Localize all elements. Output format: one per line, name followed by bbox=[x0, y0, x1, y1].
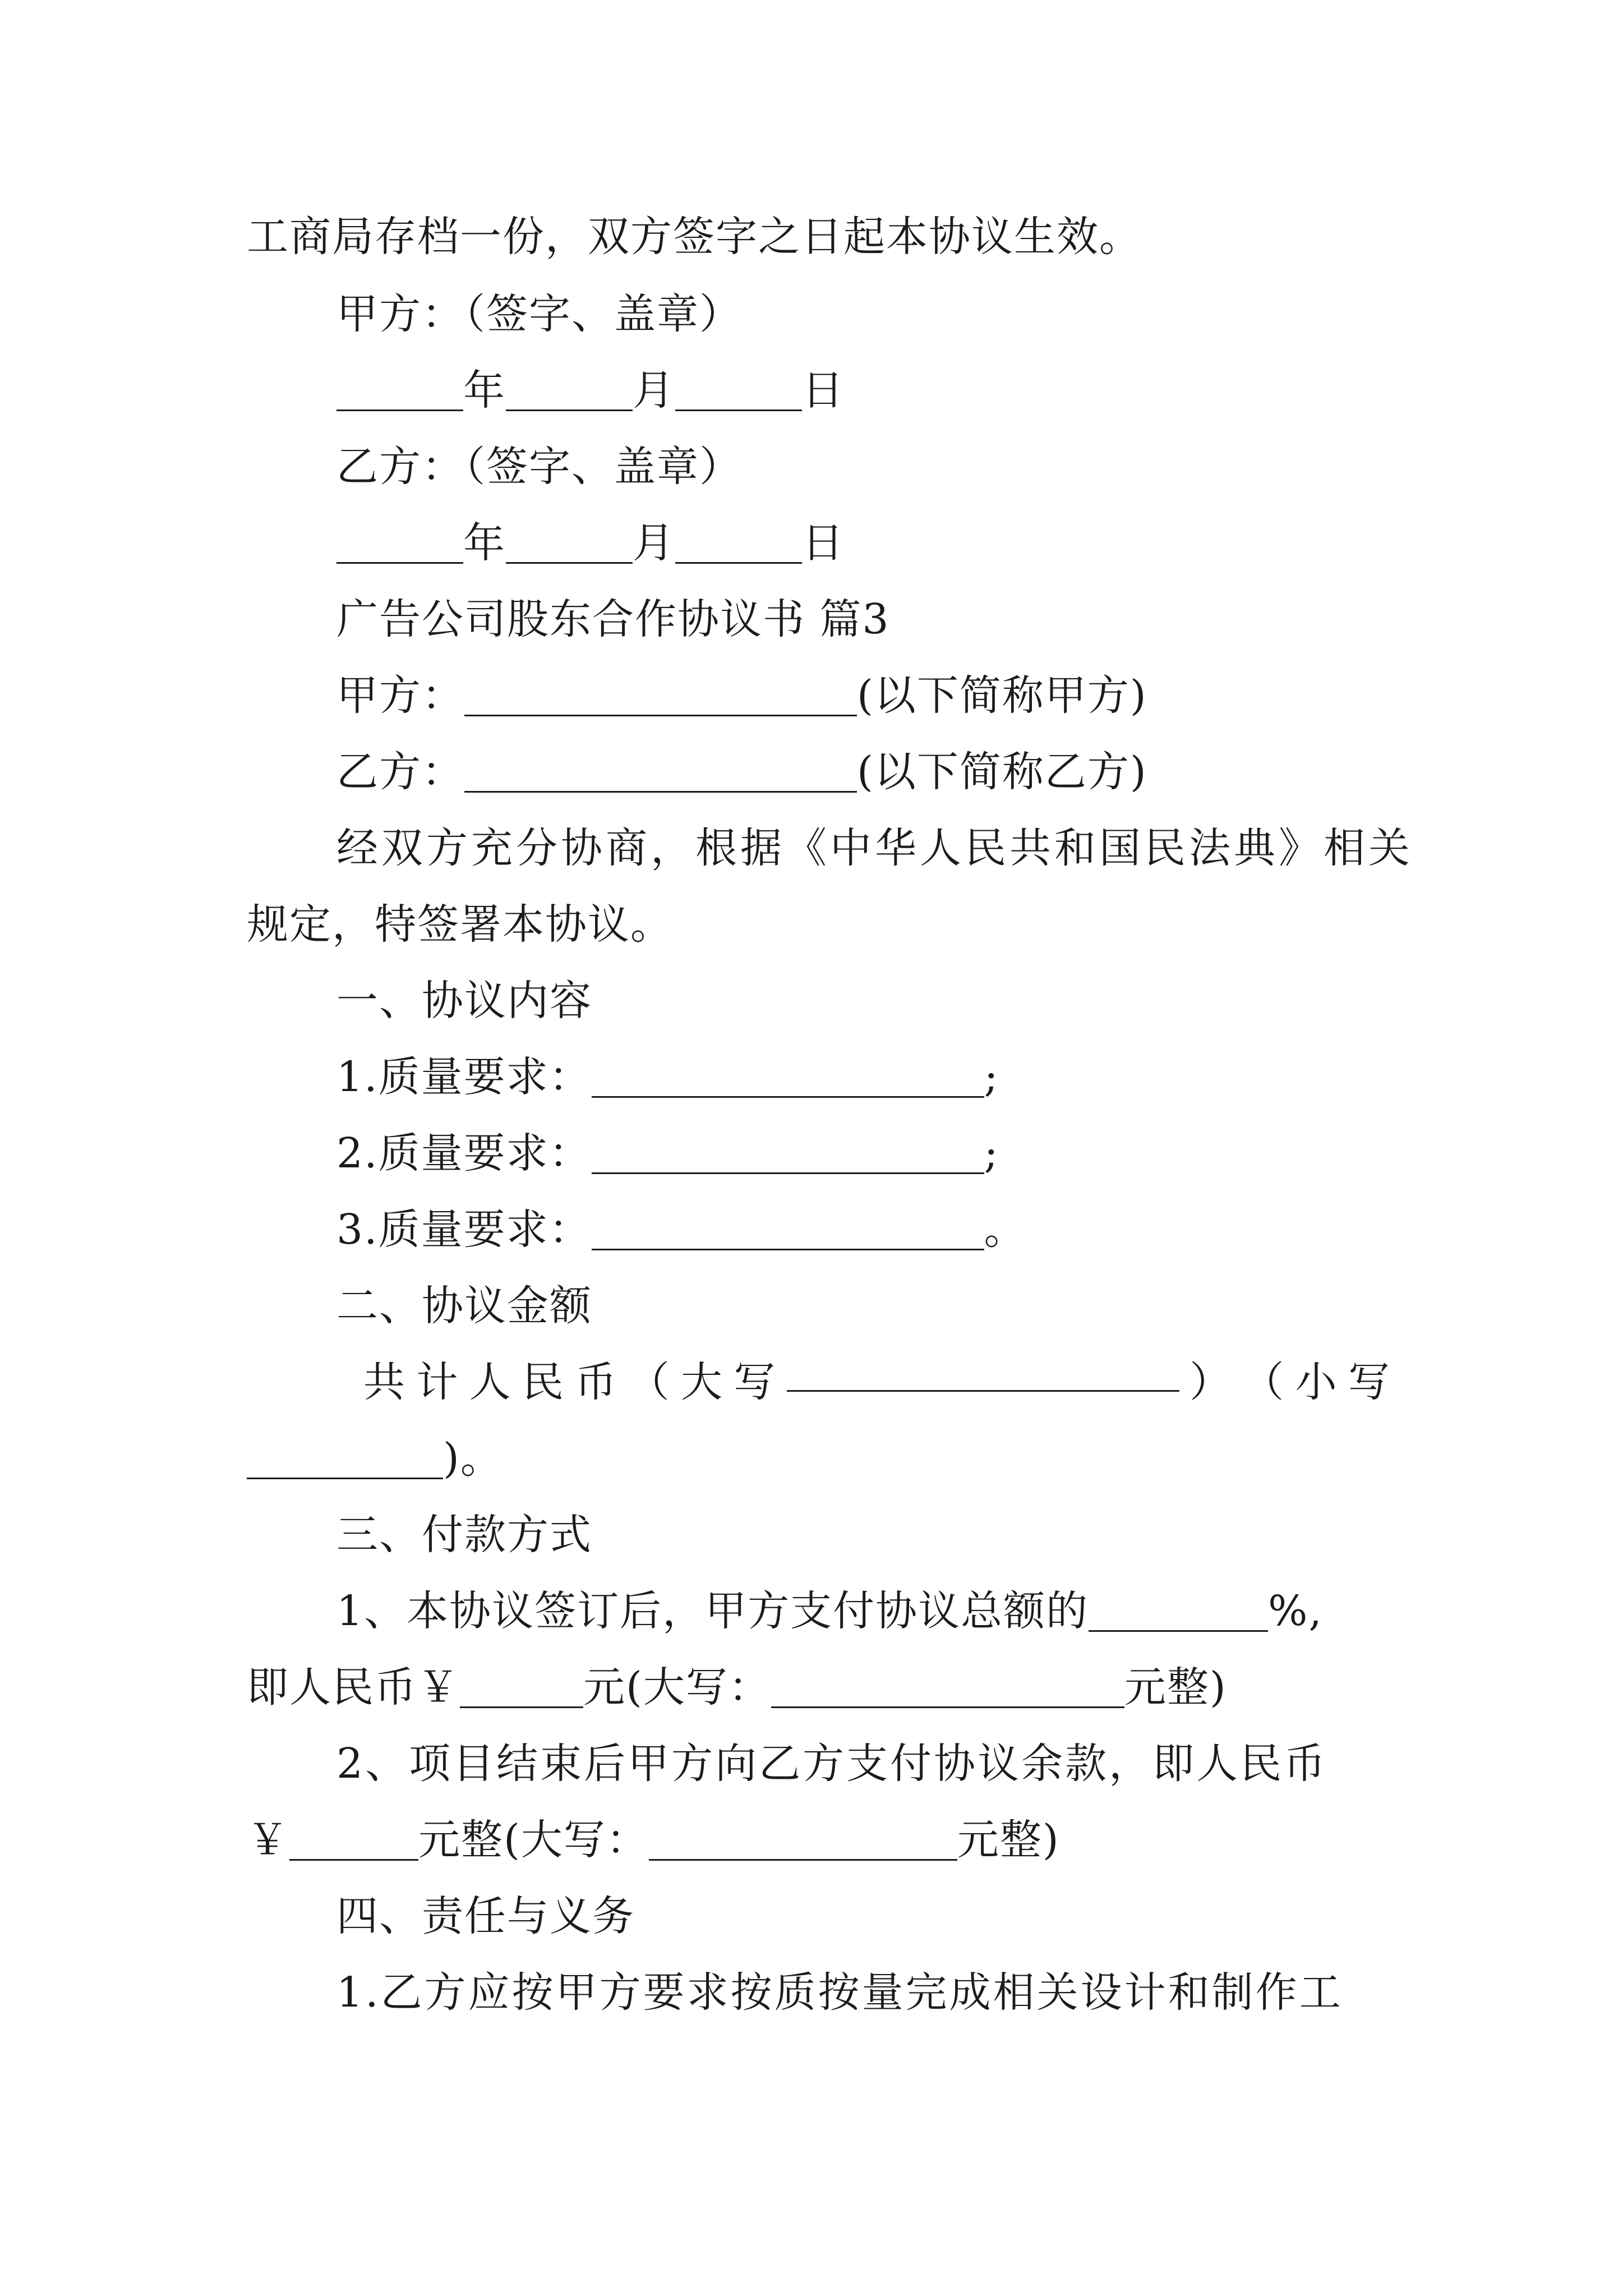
text-char: 写 bbox=[1348, 1358, 1391, 1406]
date-line bbox=[336, 509, 1391, 577]
blank-underline bbox=[675, 521, 802, 564]
text-char: ） bbox=[1189, 1358, 1232, 1406]
blank-underline bbox=[289, 1818, 418, 1861]
punctuation: )。 bbox=[443, 1434, 503, 1483]
blank-underline bbox=[592, 1055, 984, 1098]
quality-label: 3.质量要求： bbox=[336, 1205, 592, 1254]
payment-clause-2: 2、项目结束后甲方向乙方支付协议余款，即人民币 bbox=[336, 1740, 1328, 1788]
punctuation: ; bbox=[984, 1129, 999, 1177]
blank-underline bbox=[464, 749, 857, 793]
text-char: 写 bbox=[734, 1358, 777, 1406]
text-char: （ bbox=[628, 1358, 671, 1406]
payment-clause-1 bbox=[336, 1577, 1391, 1645]
blank-underline bbox=[506, 521, 633, 564]
blank-underline bbox=[460, 1665, 583, 1708]
text-char: 民 bbox=[522, 1358, 565, 1406]
punctuation: 。 bbox=[984, 1205, 1027, 1254]
blank-underline bbox=[464, 673, 857, 716]
quality-requirement-2 bbox=[336, 1120, 1391, 1187]
blank-underline bbox=[1089, 1589, 1268, 1632]
blank-underline bbox=[247, 1436, 443, 1479]
payment-clause-1-cont bbox=[247, 1654, 1391, 1721]
clause-text: 元整) bbox=[957, 1816, 1060, 1864]
party-a-label: 甲方： bbox=[336, 671, 464, 720]
text-char: 小 bbox=[1295, 1358, 1338, 1406]
amount-line-cont bbox=[247, 1425, 1391, 1492]
month-label: 月 bbox=[633, 366, 675, 415]
text-char: 计 bbox=[416, 1358, 459, 1406]
clause-text: 元整) bbox=[1124, 1663, 1227, 1711]
percent-sign: %, bbox=[1268, 1587, 1323, 1635]
blank-underline bbox=[592, 1207, 984, 1250]
blank-underline bbox=[336, 368, 463, 411]
party-b-label: 乙方： bbox=[336, 748, 464, 796]
month-label: 月 bbox=[633, 519, 675, 567]
clause-text: 元(大写： bbox=[583, 1663, 771, 1711]
blank-underline bbox=[787, 1349, 1179, 1392]
blank-underline bbox=[675, 368, 802, 411]
year-label: 年 bbox=[463, 519, 506, 567]
clause-text: ￥ bbox=[247, 1816, 289, 1864]
payment-clause-2-cont bbox=[247, 1806, 1391, 1874]
blank-underline bbox=[771, 1665, 1124, 1708]
party-b-line bbox=[336, 738, 1391, 806]
blank-underline bbox=[592, 1131, 984, 1174]
paragraph-line: 经双方充分协商，根据《中华人民共和国民法典》相关 bbox=[336, 824, 1413, 872]
responsibility-clause-1: 1.乙方应按甲方要求按质按量完成相关设计和制作工 bbox=[336, 1968, 1343, 2017]
heading-responsibilities: 四、责任与义务 bbox=[336, 1892, 635, 1940]
clause-text: 即人民币￥ bbox=[247, 1663, 460, 1711]
text-char: 共 bbox=[363, 1358, 406, 1406]
quality-requirement-1 bbox=[336, 1043, 1391, 1111]
party-a-line bbox=[336, 662, 1391, 729]
party-b-note: (以下简称乙方) bbox=[857, 748, 1147, 796]
party-a-note: (以下简称甲方) bbox=[857, 671, 1147, 720]
year-label: 年 bbox=[463, 366, 506, 415]
quality-requirement-3 bbox=[336, 1196, 1391, 1263]
text-char: 大 bbox=[680, 1358, 723, 1406]
party-b-signature-line: 乙方：（签字、盖章） bbox=[336, 443, 742, 491]
quality-label: 1.质量要求： bbox=[336, 1053, 592, 1101]
heading-agreement-content: 一、协议内容 bbox=[336, 977, 592, 1025]
section-title: 广告公司股东合作协议书 篇3 bbox=[336, 595, 890, 643]
clause-text: 1、本协议签订后，甲方支付协议总额的 bbox=[336, 1587, 1089, 1635]
blank-underline bbox=[649, 1818, 957, 1861]
text-char: 人 bbox=[469, 1358, 512, 1406]
text-char: 币 bbox=[575, 1358, 618, 1406]
quality-label: 2.质量要求： bbox=[336, 1129, 592, 1177]
day-label: 日 bbox=[802, 519, 845, 567]
heading-payment-method: 三、付款方式 bbox=[336, 1511, 592, 1559]
date-line bbox=[336, 357, 1391, 424]
heading-agreement-amount: 二、协议金额 bbox=[336, 1282, 592, 1330]
party-a-signature-line: 甲方：（签字、盖章） bbox=[336, 290, 742, 338]
blank-underline bbox=[336, 521, 463, 564]
day-label: 日 bbox=[802, 366, 845, 415]
punctuation: ; bbox=[984, 1053, 999, 1101]
text-char: （ bbox=[1242, 1358, 1285, 1406]
amount-line bbox=[363, 1349, 1391, 1416]
clause-text: 元整(大写： bbox=[418, 1816, 649, 1864]
paragraph-line: 规定，特签署本协议。 bbox=[247, 900, 673, 949]
text-line: 工商局存档一份，双方签字之日起本协议生效。 bbox=[247, 213, 1142, 261]
blank-underline bbox=[506, 368, 633, 411]
